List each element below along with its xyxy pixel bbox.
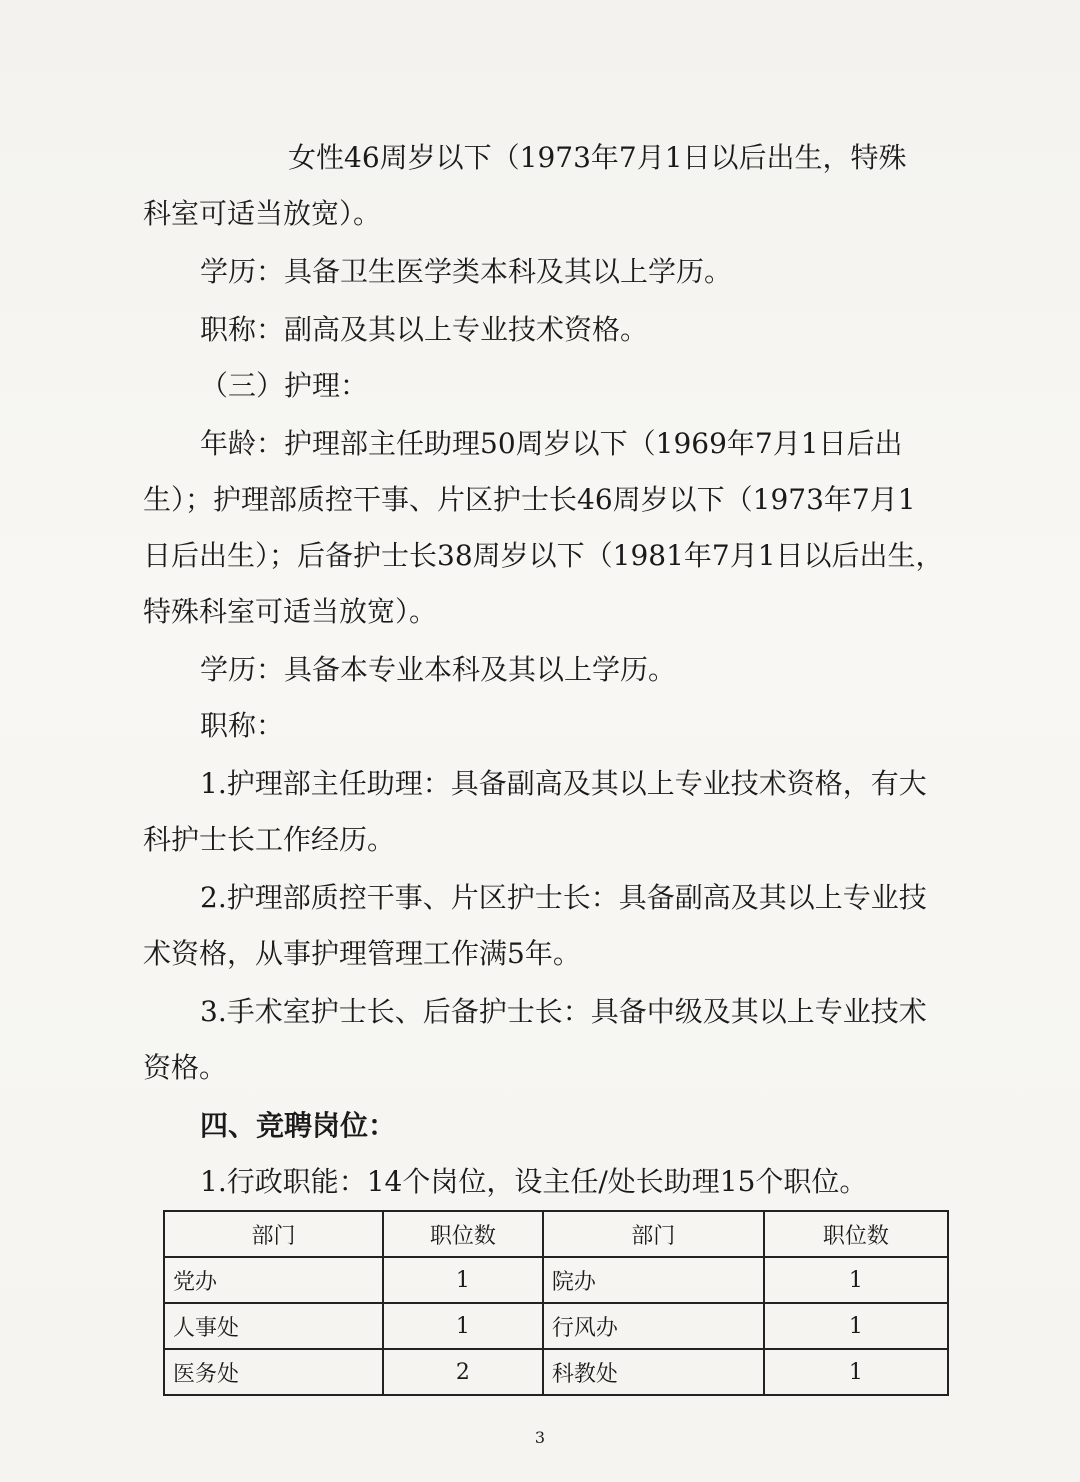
table-header-cell: 职位数 [764,1211,948,1257]
paragraph-line: 职称： [200,709,285,742]
table-cell: 1 [764,1349,948,1395]
section-heading: （三）护理： [200,369,369,402]
table-cell: 1 [764,1303,948,1349]
paragraph-line: 1.护理部主任助理：具备副高及其以上专业技术资格，有大 [200,767,927,800]
paragraph-line: 职称：副高及其以上专业技术资格。 [200,313,649,346]
table-cell: 1 [764,1257,948,1303]
paragraph-line: 年龄：护理部主任助理50周岁以下（1969年7月1日后出 [200,427,903,460]
paragraph-line: 资格。 [143,1051,228,1084]
paragraph-line: 1.行政职能：14个岗位，设主任/处长助理15个职位。 [200,1165,868,1198]
table-cell: 1 [383,1257,543,1303]
table-row [164,1303,948,1349]
paragraph-line: 2.护理部质控干事、片区护士长：具备副高及其以上专业技 [200,881,927,914]
positions-table [163,1210,949,1396]
paragraph-line: 日后出生）；后备护士长38周岁以下（1981年7月1日以后出生， [143,539,944,572]
table-cell: 党办 [164,1257,383,1303]
table-cell: 1 [383,1303,543,1349]
table-header-cell: 部门 [543,1211,764,1257]
table-cell: 2 [383,1349,543,1395]
table-header-cell: 部门 [164,1211,383,1257]
table-cell: 人事处 [164,1303,383,1349]
section-heading: 四、竞聘岗位： [200,1109,397,1142]
paragraph-line: 学历：具备卫生医学类本科及其以上学历。 [200,255,733,288]
paragraph-line: 生）；护理部质控干事、片区护士长46周岁以下（1973年7月1 [143,483,916,516]
paragraph-line: 女性46周岁以下（1973年7月1日以后出生，特殊 [288,141,907,174]
paragraph-line: 3.手术室护士长、后备护士长：具备中级及其以上专业技术 [200,995,927,1028]
table-cell: 医务处 [164,1349,383,1395]
paragraph-line: 学历：具备本专业本科及其以上学历。 [200,653,677,686]
table-cell: 科教处 [543,1349,764,1395]
table-row [164,1257,948,1303]
paragraph-line: 特殊科室可适当放宽）。 [143,595,438,628]
paragraph-line: 术资格，从事护理管理工作满5年。 [143,937,581,970]
paragraph-line: 科室可适当放宽）。 [143,197,382,230]
page-number: 3 [534,1428,546,1447]
table-cell: 院办 [543,1257,764,1303]
table-header-cell: 职位数 [383,1211,543,1257]
table-row [164,1349,948,1395]
table-cell: 行风办 [543,1303,764,1349]
paragraph-line: 科护士长工作经历。 [143,823,396,856]
table-header-row [164,1211,948,1257]
